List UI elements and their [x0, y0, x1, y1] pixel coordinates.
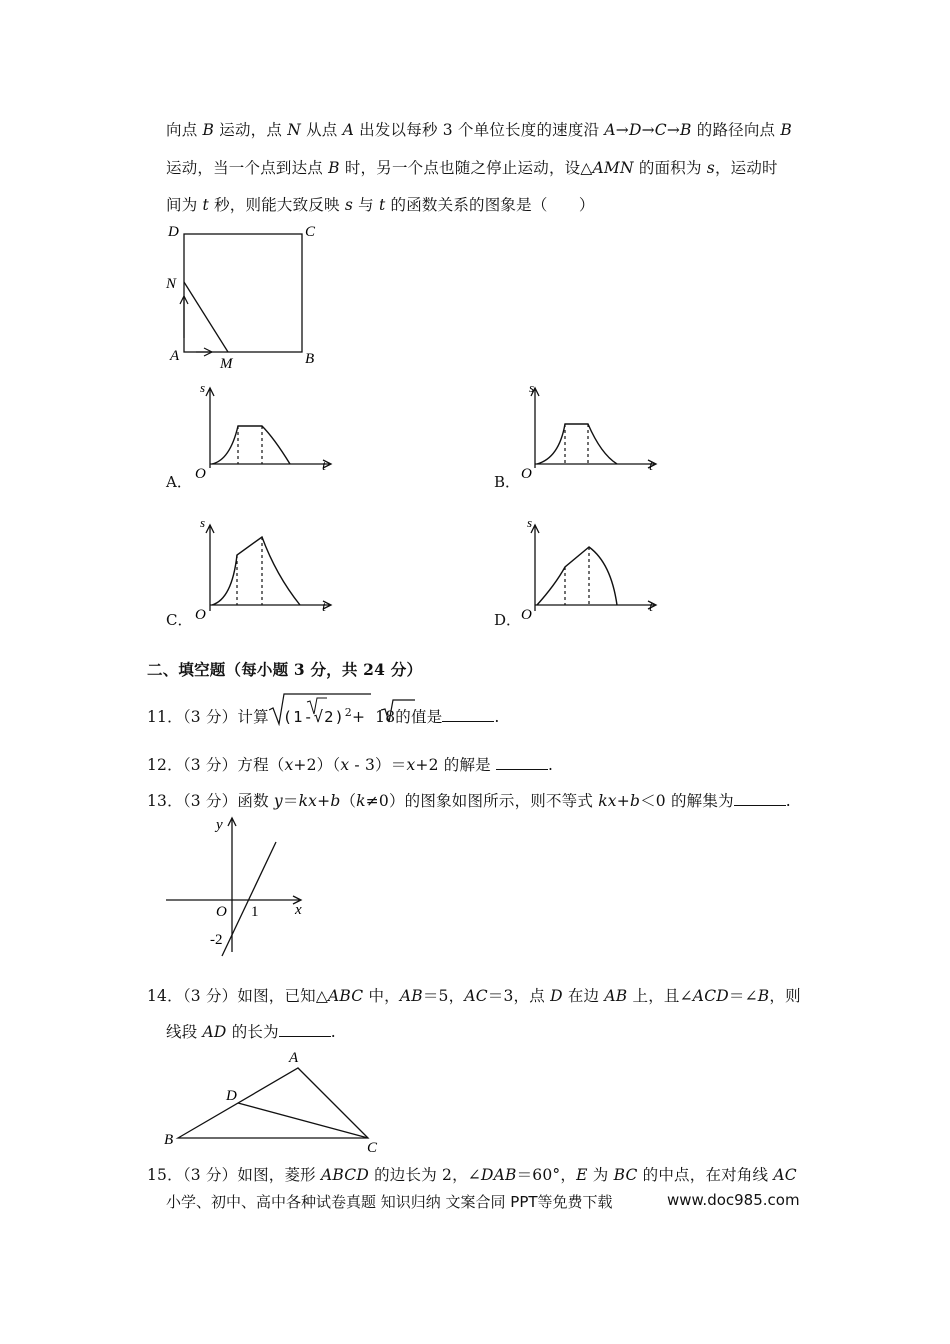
- svg-text:t: t: [649, 600, 653, 615]
- svg-text:O: O: [195, 607, 206, 623]
- svg-text:A: A: [289, 1050, 299, 1066]
- svg-text:C: C: [367, 1140, 378, 1156]
- svg-text:O: O: [521, 607, 532, 623]
- svg-text:B: B: [164, 1132, 174, 1148]
- svg-text:1: 1: [251, 904, 259, 920]
- label-b: B: [305, 351, 315, 367]
- q15: 15．（3 分）如图，菱形 ABCD 的边长为 2，∠DAB＝60°，E 为 BC 的中点，在对角线 AC: [147, 1166, 797, 1184]
- svg-text:t: t: [322, 459, 326, 474]
- q10-line-3: 间为 t 秒，则能大致反映 s 与 t 的函数关系的图象是（ ）: [166, 196, 595, 214]
- svg-text:D: D: [226, 1088, 237, 1104]
- option-a-label[interactable]: A．: [166, 473, 192, 491]
- square-abcd: [184, 234, 302, 352]
- svg-text:s: s: [527, 515, 533, 530]
- q11: 11．（3 分）计算 $(1-√2)^2+ 18$的值是 .: [147, 705, 500, 727]
- q10-line-2: 运动，当一个点到达点 B 时，另一个点也随之停止运动，设△AMN 的面积为 s，运动时: [166, 159, 778, 177]
- q12: 12．（3 分）方程（x+2）（x - 3）＝x+2 的解是 .: [147, 756, 554, 774]
- q12-answer-blank[interactable]: [496, 755, 548, 770]
- footer-link[interactable]: www.doc985.com: [667, 1191, 800, 1209]
- function-line: [222, 842, 276, 956]
- label-n: N: [166, 276, 177, 292]
- q14-line-1: 14．（3 分）如图，已知△ABC 中，AB＝5，AC＝3，点 D 在边 AB 上，且∠ACD＝∠B，则: [147, 987, 801, 1005]
- graph-option-c: [190, 515, 340, 625]
- svg-text:O: O: [216, 904, 227, 920]
- square-figure: [160, 218, 330, 373]
- svg-text:t: t: [322, 600, 326, 615]
- segment-nm: [184, 282, 228, 352]
- svg-text:s: s: [529, 380, 535, 395]
- label-c: C: [305, 224, 316, 240]
- svg-text:-2: -2: [210, 932, 223, 948]
- svg-text:y: y: [216, 817, 223, 833]
- label-a: A: [170, 348, 180, 364]
- q13-answer-blank[interactable]: [734, 791, 786, 806]
- svg-text:x: x: [295, 902, 302, 918]
- q13: 13．（3 分）函数 y＝kx+b（k≠0）的图象如图所示，则不等式 kx+b＜0 的解集为 .: [147, 792, 791, 810]
- svg-text:O: O: [521, 466, 532, 482]
- option-d-label[interactable]: D．: [494, 611, 522, 629]
- section-2-title: 二、填空题（每小题 3 分，共 24 分）: [147, 660, 423, 679]
- svg-text:s: s: [200, 380, 206, 395]
- label-d: D: [168, 224, 179, 240]
- footer-text: 小学、初中、高中各种试卷真题 知识归纳 文案合同 PPT等免费下载: [166, 1193, 613, 1211]
- q10-line-1: 向点 B 运动，点 N 从点 A 出发以每秒 3 个单位长度的速度沿 A→D→C→B 的路径向点 B: [166, 121, 792, 139]
- svg-text:O: O: [195, 466, 206, 482]
- option-b-label[interactable]: B．: [494, 473, 521, 491]
- q14-answer-blank[interactable]: [279, 1022, 331, 1037]
- graph-option-d: [515, 515, 665, 625]
- graph-option-a: [190, 378, 340, 488]
- segment-cd: [238, 1103, 368, 1138]
- label-m: M: [220, 356, 233, 372]
- q14-line-2: 线段 AD 的长为 .: [166, 1023, 336, 1041]
- q11-radical-signs: [269, 692, 417, 726]
- q14-triangle-figure: [160, 1044, 390, 1156]
- svg-text:s: s: [200, 515, 206, 530]
- triangle-abc: [178, 1068, 368, 1138]
- q11-answer-blank[interactable]: [442, 707, 494, 722]
- graph-option-b: [515, 378, 665, 488]
- option-c-label[interactable]: C．: [166, 611, 193, 629]
- svg-text:t: t: [649, 459, 653, 474]
- q13-line-graph: [160, 812, 320, 962]
